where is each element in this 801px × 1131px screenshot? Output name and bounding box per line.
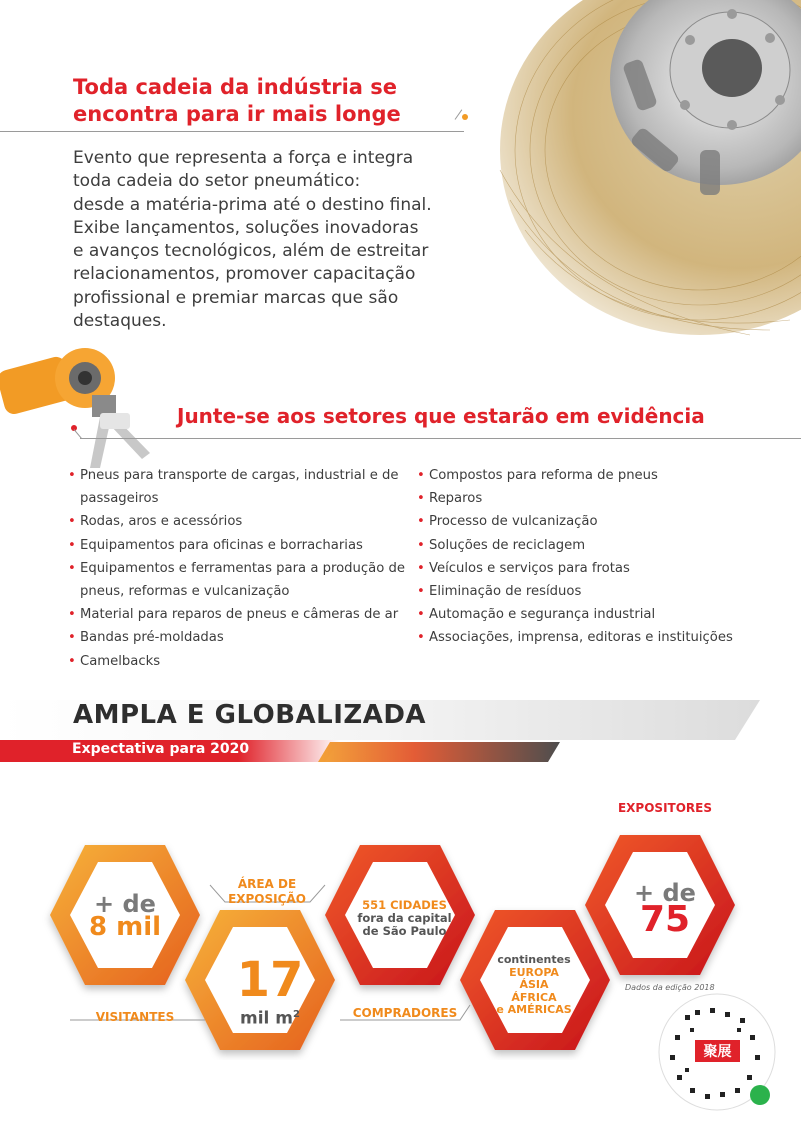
list-item: • Camelbacks xyxy=(66,650,411,673)
continents-text: continentes EUROPA ÁSIA ÁFRICA e AMÉRICAS xyxy=(496,953,572,1016)
list-item: • Soluções de reciclagem xyxy=(415,534,760,557)
intro-divider-slant xyxy=(455,109,463,119)
intro-divider-dot xyxy=(462,114,468,120)
stats-subtitle: Expectativa para 2020 xyxy=(72,741,250,757)
visitors-value: 8 mil xyxy=(88,912,162,942)
stats-title: AMPLA E GLOBALIZADA xyxy=(73,700,427,730)
area-value: 17 xyxy=(236,952,304,1008)
list-item: • Veículos e serviços para frotas xyxy=(415,557,760,580)
exhibitors-prefix: + de xyxy=(634,879,696,907)
list-item: • Associações, imprensa, editoras e instituições xyxy=(415,626,760,649)
qr-code xyxy=(655,990,780,1115)
buyers-label: COMPRADORES xyxy=(352,1006,458,1020)
area-label: ÁREA DE EXPOSIÇÃO xyxy=(228,877,306,906)
sectors-list-right xyxy=(415,464,760,650)
exhibitors-label: EXPOSITORES xyxy=(617,801,713,815)
buyers-text: 551 CIDADES fora da capital de São Paulo xyxy=(357,898,452,938)
visitors-label: VISITANTES xyxy=(95,1010,175,1024)
visitors-prefix: + de xyxy=(94,890,156,918)
intro-title-line1: Toda cadeia da indústria se xyxy=(73,75,398,99)
data-source-note: Dados da edição 2018 xyxy=(625,983,715,992)
list-item: • Reparos xyxy=(415,487,760,510)
area-unit: mil $m^2$ xyxy=(240,1008,300,1029)
svg-text:聚展: 聚展 xyxy=(703,1044,732,1060)
list-item: • Compostos para reforma de pneus xyxy=(415,464,760,487)
intro-title xyxy=(73,74,453,128)
list-item: • Equipamentos e ferramentas para a produção de pneus, reformas e vulcanização xyxy=(66,557,411,603)
exhibitors-value: 75 xyxy=(639,899,691,940)
list-item: • Automação e segurança industrial xyxy=(415,603,760,626)
list-item: • Pneus para transporte de cargas, industrial e de passageiros xyxy=(66,464,411,510)
intro-body: Evento que representa a força e integra toda cadeia do setor pneumático: desde a matéria-prima até o destino final. Exibe lançamentos, soluções inovadoras e avanços tecnológicos, além de estreitar relacionamentos, promover capacitação profissional e premiar marcas que são destaques. xyxy=(73,148,432,332)
robot-arm-image xyxy=(0,333,170,473)
list-item: • Equipamentos para oficinas e borracharias xyxy=(66,534,411,557)
list-item: • Bandas pré-moldadas xyxy=(66,626,411,649)
list-item: • Eliminação de resíduos xyxy=(415,580,760,603)
list-item: • Material para reparos de pneus e câmeras de ar xyxy=(66,603,411,626)
intro-divider xyxy=(0,131,464,132)
sectors-title: Junte-se aos setores que estarão em evidência xyxy=(177,404,705,428)
sectors-list-left xyxy=(66,464,411,673)
sectors-divider xyxy=(80,438,801,439)
intro-title-line2: encontra para ir mais longe xyxy=(73,102,401,126)
list-item: • Rodas, aros e acessórios xyxy=(66,510,411,533)
list-item: • Processo de vulcanização xyxy=(415,510,760,533)
tire-image xyxy=(470,0,801,345)
